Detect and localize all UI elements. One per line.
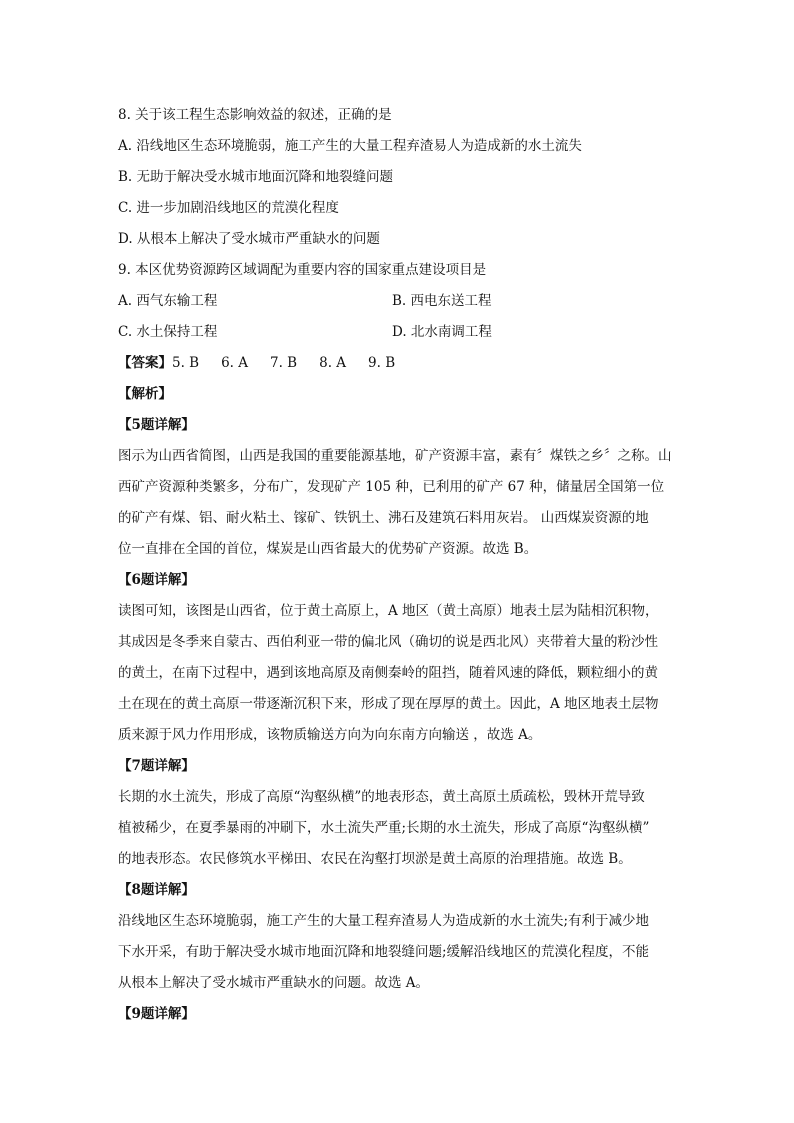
detail-body [118, 441, 678, 565]
answer-item: 8. A [319, 355, 347, 371]
q9-stem: 9. 本区优势资源跨区域调配为重要内容的国家重点建设项目是 [118, 262, 487, 278]
detail-body [118, 596, 678, 751]
answer-item: 7. B [270, 355, 298, 371]
detail-line: 图示为山西省简图，山西是我国的重要能源基地，矿产资源丰富，素有〞煤铁之乡〞之称。山 [118, 448, 672, 464]
detail-line: 土在现在的黄土高原一带逐渐沉积下来，形成了现在厚厚的黄土。因此，A 地区地表土层物 [118, 696, 659, 712]
q9-option-b: B. 西电东送工程 [392, 293, 492, 309]
q9-option-d: D. 北水南调工程 [392, 324, 492, 340]
detail-line: 位一直排在全国的首位，煤炭是山西省最大的优势矿产资源。故选 B。 [118, 541, 538, 557]
detail-line: 从根本上解决了受水城市严重缺水的问题。故选 A。 [118, 975, 430, 991]
detail-body [118, 782, 678, 875]
detail-heading: 【8题详解】 [118, 882, 195, 898]
q9-options-row-1 [118, 286, 678, 317]
detail-line: 下水开采，有助于解决受水城市地面沉降和地裂缝问题;缓解沿线地区的荒漠化程度，不能 [118, 944, 650, 960]
answer-item: 5. B [172, 355, 200, 371]
detail-heading: 【5题详解】 [118, 417, 195, 433]
detail-line: 的地表形态。农民修筑水平梯田、农民在沟壑打坝淤是黄土高原的治理措施。故选 B。 [118, 851, 632, 867]
detail-line: 西矿产资源种类繁多，分布广，发现矿产 105 种，已利用的矿产 67 种，储量居全国第一位 [118, 479, 665, 495]
detail-line: 读图可知，该图是山西省，位于黄土高原上，A 地区（黄土高原）地表土层为陆相沉积物， [118, 603, 659, 619]
q8-option-b: B. 无助于解决受水城市地面沉降和地裂缝问题 [118, 169, 394, 185]
answer-item: 9. B [368, 355, 396, 371]
detail-line: 的矿产有煤、铝、耐火粘土、镓矿、铁钒土、沸石及建筑石料用灰岩。 山西煤炭资源的地 [118, 510, 649, 526]
q9-option-a: A. 西气东输工程 [118, 293, 218, 309]
detail-line: 沿线地区生态环境脆弱，施工产生的大量工程弃渣易人为造成新的水土流失;有利于减少地 [118, 913, 650, 929]
detail-heading: 【6题详解】 [118, 572, 195, 588]
detail-heading: 【7题详解】 [118, 758, 195, 774]
detail-line: 长期的水土流失，形成了高原“沟壑纵横”的地表形态，黄土高原土质疏松，毁林开荒导致 [118, 789, 645, 805]
detail-body [118, 906, 678, 999]
detail-line: 植被稀少，在夏季暴雨的冲刷下，水土流失严重;长期的水土流失，形成了高原“沟壑纵横” [118, 820, 650, 836]
detail-heading: 【9题详解】 [118, 1006, 195, 1022]
detail-line: 其成因是冬季来自蒙古、西伯利亚一带的偏北风（确切的说是西北风）夹带着大量的粉沙性 [118, 634, 658, 650]
answer-item: 6. A [221, 355, 249, 371]
answer-label: 【答案】 [118, 355, 172, 371]
document-page [118, 100, 678, 1030]
q8-option-d: D. 从根本上解决了受水城市严重缺水的问题 [118, 231, 380, 247]
q8-stem: 8. 关于该工程生态影响效益的叙述，正确的是 [118, 107, 392, 123]
q8-option-a: A. 沿线地区生态环境脆弱，施工产生的大量工程弃渣易人为造成新的水土流失 [118, 138, 582, 154]
q9-options-row-2 [118, 317, 678, 348]
detail-line: 质来源于风力作用形成，该物质输送方向为向东南方向输送 ，故选 A。 [118, 727, 542, 743]
detail-line: 的黄土，在南下过程中，遇到该地高原及南侧秦岭的阻挡，随着风速的降低，颗粒细小的黄 [118, 665, 658, 681]
analysis-label: 【解析】 [118, 386, 172, 402]
q8-option-c: C. 进一步加剧沿线地区的荒漠化程度 [118, 200, 339, 216]
q9-option-c: C. 水土保持工程 [118, 324, 218, 340]
answer-line [118, 348, 678, 379]
